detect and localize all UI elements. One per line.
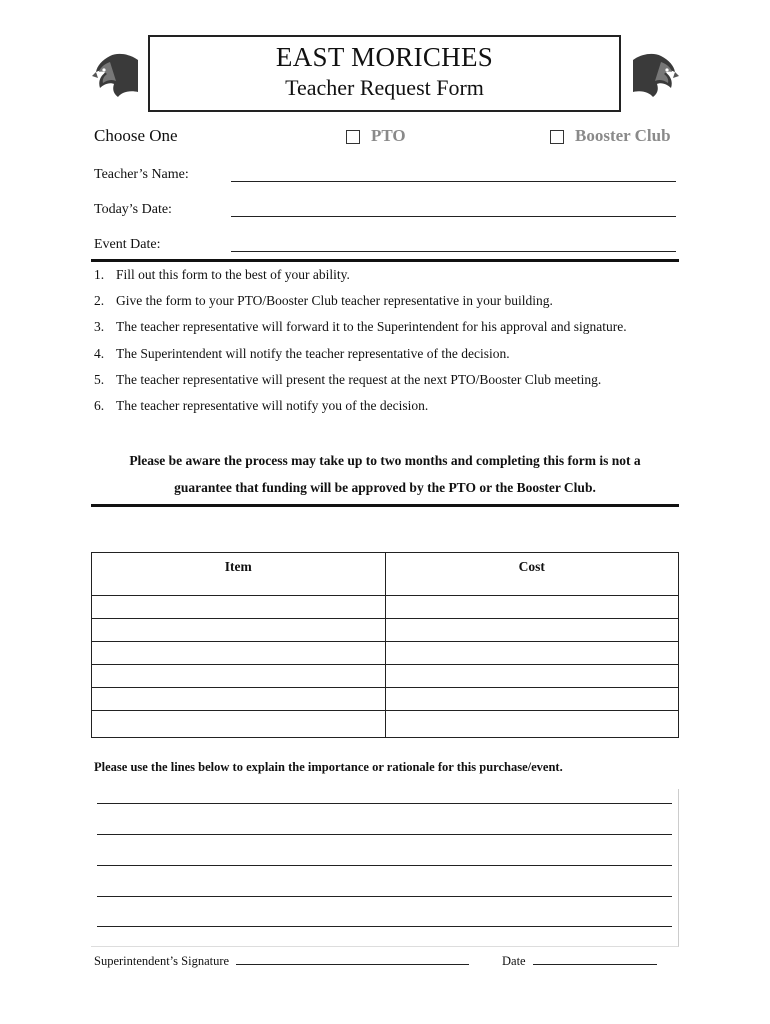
cost-cell[interactable] (385, 619, 679, 642)
notice-line-2: guarantee that funding will be approved by the PTO or the Booster Club. (174, 480, 596, 495)
pto-option-label: PTO (371, 126, 406, 145)
signature-date-label: Date (502, 954, 526, 968)
instructions-list (94, 266, 694, 423)
instruction-step (94, 266, 694, 292)
step-number: 5. (94, 371, 105, 387)
step-text: Fill out this form to the best of your ability. (116, 267, 350, 282)
todays-date-label: Today’s Date: (94, 202, 172, 217)
todays-date-field[interactable] (231, 201, 676, 217)
item-column-header: Item (92, 553, 386, 596)
item-cell[interactable] (92, 619, 386, 642)
step-number: 1. (94, 267, 105, 282)
instruction-step (94, 397, 694, 423)
eagle-mascot-left-icon (92, 52, 140, 98)
choose-one-label: Choose One (94, 126, 178, 145)
rationale-line[interactable] (97, 881, 672, 897)
rationale-line[interactable] (97, 911, 672, 927)
step-text: The teacher representative will forward it to the Superintendent for his approval and signature. (116, 319, 627, 335)
booster-club-option-label: Booster Club (575, 126, 671, 145)
teacher-name-label: Teacher’s Name: (94, 167, 189, 182)
cost-cell[interactable] (385, 642, 679, 665)
step-number: 2. (94, 293, 105, 309)
notice-line-1: Please be aware the process may take up to two months and completing this form is not a (129, 453, 641, 468)
signature-date (502, 952, 657, 969)
item-cost-table (91, 552, 679, 738)
cost-cell[interactable] (385, 596, 679, 619)
booster-club-checkbox[interactable] (550, 130, 564, 144)
table-row (92, 596, 679, 619)
cost-cell[interactable] (385, 711, 679, 738)
table-row (92, 619, 679, 642)
table-row (92, 665, 679, 688)
item-cell[interactable] (92, 642, 386, 665)
instruction-step (94, 318, 694, 344)
event-date-label: Event Date: (94, 237, 161, 252)
item-cell[interactable] (92, 665, 386, 688)
table-row (92, 711, 679, 738)
step-number: 3. (94, 319, 105, 335)
form-title: EAST MORICHES (275, 42, 494, 72)
cost-cell[interactable] (385, 688, 679, 711)
instruction-step (94, 292, 694, 318)
table-row (92, 688, 679, 711)
form-subtitle: Teacher Request Form (285, 75, 484, 100)
step-text: The teacher representative will notify you of the decision. (116, 397, 429, 413)
step-text: The Superintendent will notify the teacher representative of the decision. (116, 345, 510, 361)
funding-notice (91, 447, 679, 501)
eagle-mascot-right-icon (631, 52, 679, 98)
item-cell[interactable] (92, 711, 386, 738)
title-box (148, 35, 621, 112)
event-date-field[interactable] (231, 236, 676, 252)
rationale-line[interactable] (97, 788, 672, 804)
rationale-label: Please use the lines below to explain the importance or rationale for this purchase/event. (94, 760, 563, 774)
step-text: The teacher representative will present the request at the next PTO/Booster Club meeting. (116, 371, 602, 387)
rationale-line[interactable] (97, 850, 672, 866)
superintendent-signature-label: Superintendent’s Signature (94, 954, 230, 968)
superintendent-signature (94, 952, 469, 969)
item-cell[interactable] (92, 688, 386, 711)
rationale-line[interactable] (97, 819, 672, 835)
item-cell[interactable] (92, 596, 386, 619)
signature-date-field[interactable] (533, 952, 657, 965)
table-header-row (92, 553, 679, 596)
instruction-step (94, 371, 694, 397)
step-number: 6. (94, 397, 105, 413)
cost-column-header: Cost (385, 553, 679, 596)
step-number: 4. (94, 345, 105, 361)
pto-checkbox[interactable] (346, 130, 360, 144)
section-divider (91, 259, 679, 262)
table-row (92, 642, 679, 665)
notice-divider (91, 504, 679, 507)
step-text: Give the form to your PTO/Booster Club teacher representative in your building. (116, 293, 553, 309)
teacher-name-field[interactable] (231, 166, 676, 182)
superintendent-signature-field[interactable] (236, 952, 469, 965)
cost-cell[interactable] (385, 665, 679, 688)
instruction-step (94, 345, 694, 371)
